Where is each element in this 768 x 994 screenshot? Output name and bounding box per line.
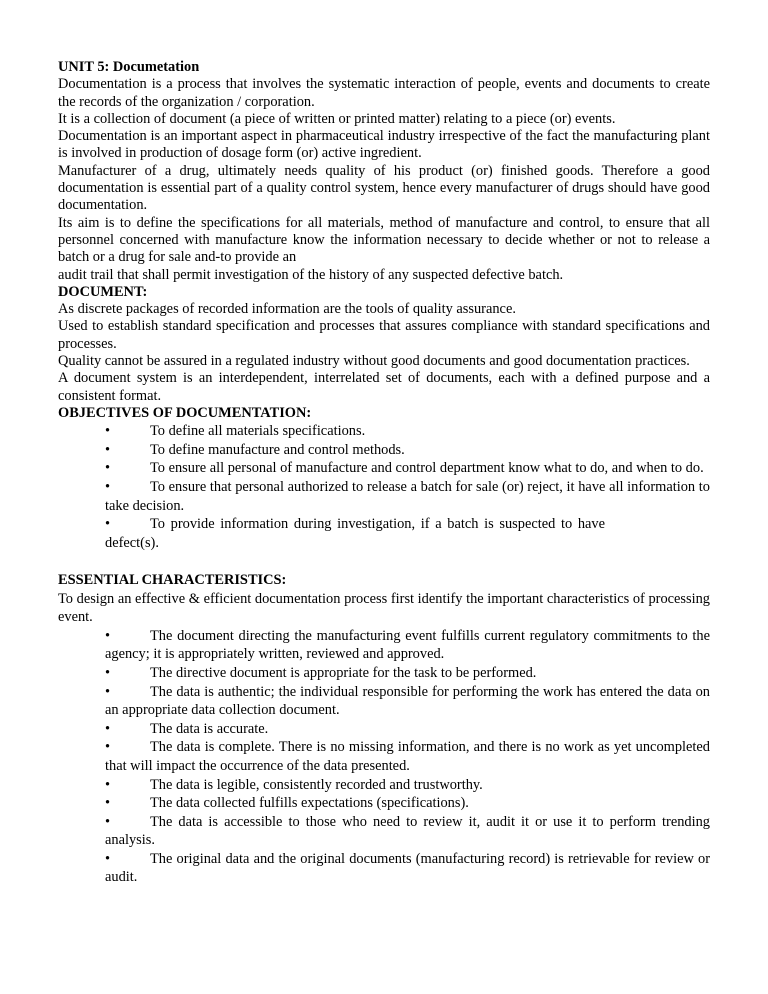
bullet-icon: • [105, 441, 111, 458]
paragraph: As discrete packages of recorded information are the tools of quality assurance. [58, 301, 516, 318]
paragraph: Manufacturer of a drug, ultimately needs quality of his product (or) finished goods. Therefore a good documentation is essential part of a quality control system, hence every manufacturer of drugs should have good documentation. [58, 162, 710, 214]
essential-item: • The data is accessible to those who need to review it, audit it or use it to perform trending analysis. [105, 813, 710, 849]
essential-item: • The document directing the manufacturing event fulfills current regulatory commitments to the agency; it is appropriately written, reviewed and approved. [105, 627, 710, 663]
bullet-icon: • [105, 776, 111, 793]
paragraph: Its aim is to define the specifications for all materials, method of manufacture and control, to ensure that all personnel concerned with manufacture know the information necessary to decide whether or not to release a batch or a drug for sale and-to provide an [58, 214, 710, 266]
bullet-icon: • [105, 479, 111, 496]
objective-item: • To ensure all personal of manufacture and control department know what to do, and when to do. [105, 460, 704, 477]
section-heading-objectives: OBJECTIVES OF DOCUMENTATION: [58, 404, 312, 421]
bullet-icon: • [105, 627, 111, 644]
paragraph: It is a collection of document (a piece of written or printed matter) relating to a piece (or) events. [58, 110, 616, 127]
essential-item: • The data is authentic; the individual responsible for performing the work has entered the data on an appropriate data collection document. [105, 683, 710, 719]
bullet-icon: • [105, 683, 111, 700]
objective-item: • To define manufacture and control methods. [105, 441, 405, 458]
document-body [58, 59, 710, 887]
section-heading-essential: ESSENTIAL CHARACTERISTICS: [58, 571, 287, 588]
objective-item: • To define all materials specifications. [105, 423, 366, 440]
bullet-icon: • [105, 795, 111, 812]
paragraph: audit trail that shall permit investigation of the history of any suspected defective batch. [58, 266, 564, 283]
bullet-icon: • [105, 850, 111, 867]
bullet-icon: • [105, 516, 111, 533]
objective-item: • To provide information during investigation, if a batch is suspected to have defect(s). [105, 516, 605, 551]
paragraph: Documentation is a process that involves the systematic interaction of people, events and documents to create the records of the organization / corporation. [58, 76, 710, 110]
bullet-icon: • [105, 423, 111, 440]
bullet-icon: • [105, 739, 111, 756]
objective-item: • To ensure that personal authorized to release a batch for sale (or) reject, it have all information to take decision. [105, 479, 710, 514]
essential-item: • The data is legible, consistently recorded and trustworthy. [105, 776, 483, 793]
bullet-icon: • [105, 460, 111, 477]
essential-item: • The data is accurate. [105, 720, 269, 737]
bullet-icon: • [105, 664, 111, 681]
essential-item: • The data is complete. There is no missing information, and there is no work as yet uncompleted that will impact the occurrence of the data presented. [105, 739, 710, 774]
bullet-icon: • [105, 813, 111, 830]
paragraph: Used to establish standard specification and processes that assures compliance with standard specifications and processes. [58, 318, 710, 352]
essential-item: • The data collected fulfills expectations (specifications). [105, 795, 469, 812]
unit-title: UNIT 5: Documetation [58, 59, 200, 75]
paragraph: Quality cannot be assured in a regulated industry without good documents and good documentation practices. [58, 353, 690, 370]
paragraph: To design an effective & efficient documentation process first identify the important characteristics of processing event. [58, 590, 710, 626]
paragraph: A document system is an interdependent, interrelated set of documents, each with a defined purpose and a consistent format. [58, 370, 710, 404]
essential-item: • The original data and the original documents (manufacturing record) is retrievable for review or audit. [105, 850, 710, 886]
bullet-icon: • [105, 720, 111, 737]
paragraph: Documentation is an important aspect in pharmaceutical industry irrespective of the fact the manufacturing plant is involved in production of dosage form (or) active ingredient. [58, 128, 710, 162]
section-heading-document: DOCUMENT: [58, 283, 148, 300]
essential-item: • The directive document is appropriate for the task to be performed. [105, 664, 537, 681]
